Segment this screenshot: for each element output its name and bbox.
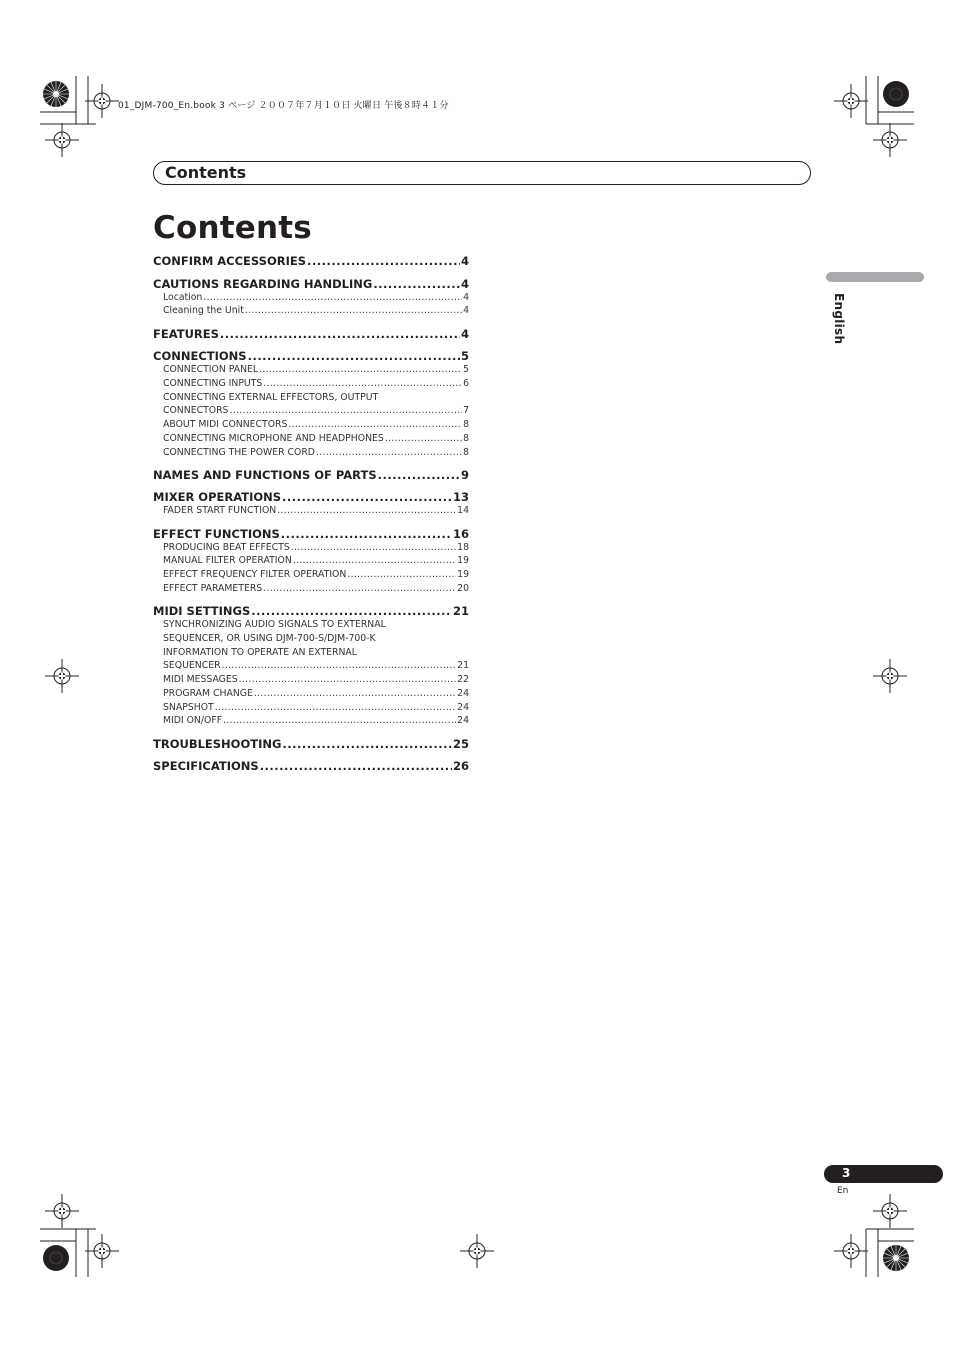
toc-page-number: 13 [452,490,469,505]
toc-entry-label: PROGRAM CHANGE [163,687,253,699]
toc-subentry[interactable] [153,291,469,305]
toc-subentry[interactable] [153,568,469,582]
toc-section-entry[interactable] [153,349,469,363]
toc-subentry[interactable] [153,404,469,418]
toc-page-number: 4 [460,276,469,291]
toc-subentry[interactable] [153,363,469,377]
toc-subentry[interactable] [153,582,469,596]
toc-entry-label: CAUTIONS REGARDING HANDLING [153,276,373,291]
toc-page-number: 21 [457,660,469,672]
toc-page-number: 7 [463,405,469,417]
toc-subentry[interactable] [153,304,469,318]
toc-leader-dots [282,490,452,504]
toc-leader-dots [254,687,456,701]
toc-section-entry[interactable] [153,604,469,618]
toc-entry-label: CONNECTIONS [153,349,247,363]
toc-subentry-line: INFORMATION TO OPERATE AN EXTERNAL [163,646,357,658]
toc-subentry-line: SYNCHRONIZING AUDIO SIGNALS TO EXTERNAL [163,619,386,630]
toc-leader-dots [373,277,460,291]
toc-entry-label: CONFIRM ACCESSORIES [153,254,307,268]
toc-page-number: 8 [463,419,469,430]
toc-page-number: 26 [452,759,469,773]
toc-section-entry[interactable] [153,327,469,341]
toc-section-entry[interactable] [153,468,469,482]
toc-entry-label: MIDI MESSAGES [163,674,238,685]
toc-leader-dots [263,582,456,596]
toc-entry-label: MIDI SETTINGS [153,604,251,618]
page-title: Contents [153,210,312,246]
toc-subentry[interactable] [153,714,469,728]
toc-page-number: 20 [457,582,469,594]
toc-page-number: 24 [457,687,469,699]
toc-subentry-line: CONNECTING EXTERNAL EFFECTORS, OUTPUT [163,391,379,403]
toc-page-number: 14 [457,505,469,517]
toc-leader-dots [293,554,456,568]
toc-leader-dots [316,446,462,460]
toc-leader-dots [239,673,456,687]
table-of-contents [153,254,469,773]
toc-leader-dots [385,432,462,446]
toc-leader-dots [223,714,456,728]
toc-leader-dots [203,291,462,305]
toc-page-number: 24 [457,701,469,713]
toc-leader-dots [277,504,456,518]
toc-entry-label: MIDI ON/OFF [163,715,223,727]
toc-entry-label: ABOUT MIDI CONNECTORS [163,419,288,430]
toc-subentry[interactable] [153,701,469,715]
toc-page-number: 9 [460,467,469,482]
toc-section-entry[interactable] [153,254,469,268]
language-tab [826,272,924,282]
toc-page-number: 5 [463,364,469,375]
toc-page-number: 8 [463,446,469,458]
toc-leader-dots [251,604,452,618]
toc-page-number: 19 [457,569,469,580]
toc-entry-label: SNAPSHOT [163,701,214,713]
toc-entry-label: TROUBLESHOOTING [153,736,282,751]
toc-entry-label: NAMES AND FUNCTIONS OF PARTS [153,467,377,482]
toc-leader-dots [222,659,457,673]
toc-page-number: 4 [463,291,469,303]
section-header-label: Contents [165,163,247,182]
toc-leader-dots [215,701,456,715]
toc-entry-label: PRODUCING BEAT EFFECTS [163,541,290,553]
toc-leader-dots [248,349,460,363]
toc-page-number: 4 [460,326,469,341]
toc-leader-dots [282,737,452,751]
toc-leader-dots [263,377,462,391]
toc-entry-label: SPECIFICATIONS [153,759,259,773]
language-label: English [832,293,846,345]
toc-subentry[interactable] [153,554,469,568]
toc-entry-label: Location [163,291,203,303]
toc-leader-dots [347,568,456,582]
toc-page-number: 21 [452,604,469,618]
toc-section-entry[interactable] [153,490,469,504]
toc-page-number: 19 [457,555,469,567]
toc-leader-dots [229,404,462,418]
section-header-bar [153,161,811,185]
toc-entry-label: EFFECT FUNCTIONS [153,526,280,541]
toc-leader-dots [378,468,460,482]
toc-entry-label: CONNECTING THE POWER CORD [163,446,315,458]
toc-section-entry[interactable] [153,527,469,541]
toc-entry-label: Cleaning the Unit [163,305,244,317]
toc-page-number: 4 [460,254,469,268]
toc-leader-dots [260,759,452,773]
toc-leader-dots [220,327,460,341]
toc-page-number: 6 [463,377,469,389]
toc-subentry[interactable] [153,541,469,555]
toc-subentry[interactable] [153,687,469,701]
toc-leader-dots [307,254,460,268]
toc-entry-label: CONNECTING INPUTS [163,377,263,389]
toc-leader-dots [288,418,462,432]
toc-page-number: 4 [463,305,469,317]
toc-entry-label: FADER START FUNCTION [163,505,277,517]
toc-entry-label: EFFECT FREQUENCY FILTER OPERATION [163,569,347,580]
toc-page-number: 8 [463,432,469,444]
page-language-code: En [837,1186,849,1196]
toc-page-number: 5 [460,349,469,363]
toc-subentry[interactable] [153,673,469,687]
toc-entry-label: MANUAL FILTER OPERATION [163,555,292,567]
toc-page-number: 24 [457,715,469,727]
toc-leader-dots [259,363,462,377]
toc-leader-dots [281,527,452,541]
toc-subentry[interactable] [153,377,469,391]
toc-subentry[interactable] [153,446,469,460]
toc-page-number: 22 [457,674,469,685]
toc-subentry[interactable] [153,418,469,432]
toc-entry-label: EFFECT PARAMETERS [163,582,263,594]
toc-subentry[interactable] [153,432,469,446]
toc-entry-label: CONNECTING MICROPHONE AND HEADPHONES [163,432,384,444]
toc-section-entry[interactable] [153,737,469,751]
print-header: 01_DJM-700_En.book 3 ページ ２００７年７月１０日 火曜日 午後８時４１分 [118,101,449,111]
toc-subentry[interactable] [153,659,469,673]
toc-entry-label: FEATURES [153,326,219,341]
toc-section-entry[interactable] [153,759,469,773]
toc-leader-dots [291,541,456,555]
toc-page-number: 25 [452,736,469,751]
page-number: 3 [842,1166,851,1180]
toc-section-entry[interactable] [153,277,469,291]
toc-page-number: 18 [457,541,469,553]
toc-page-number: 16 [452,526,469,541]
toc-entry-label: SEQUENCER [163,660,221,672]
toc-entry-label: CONNECTORS [163,405,229,417]
toc-entry-label: MIXER OPERATIONS [153,490,282,505]
toc-leader-dots [245,304,462,318]
toc-subentry[interactable] [153,504,469,518]
toc-entry-label: CONNECTION PANEL [163,364,259,375]
toc-subentry-line: SEQUENCER, OR USING DJM-700-S/DJM-700-K [163,632,376,644]
